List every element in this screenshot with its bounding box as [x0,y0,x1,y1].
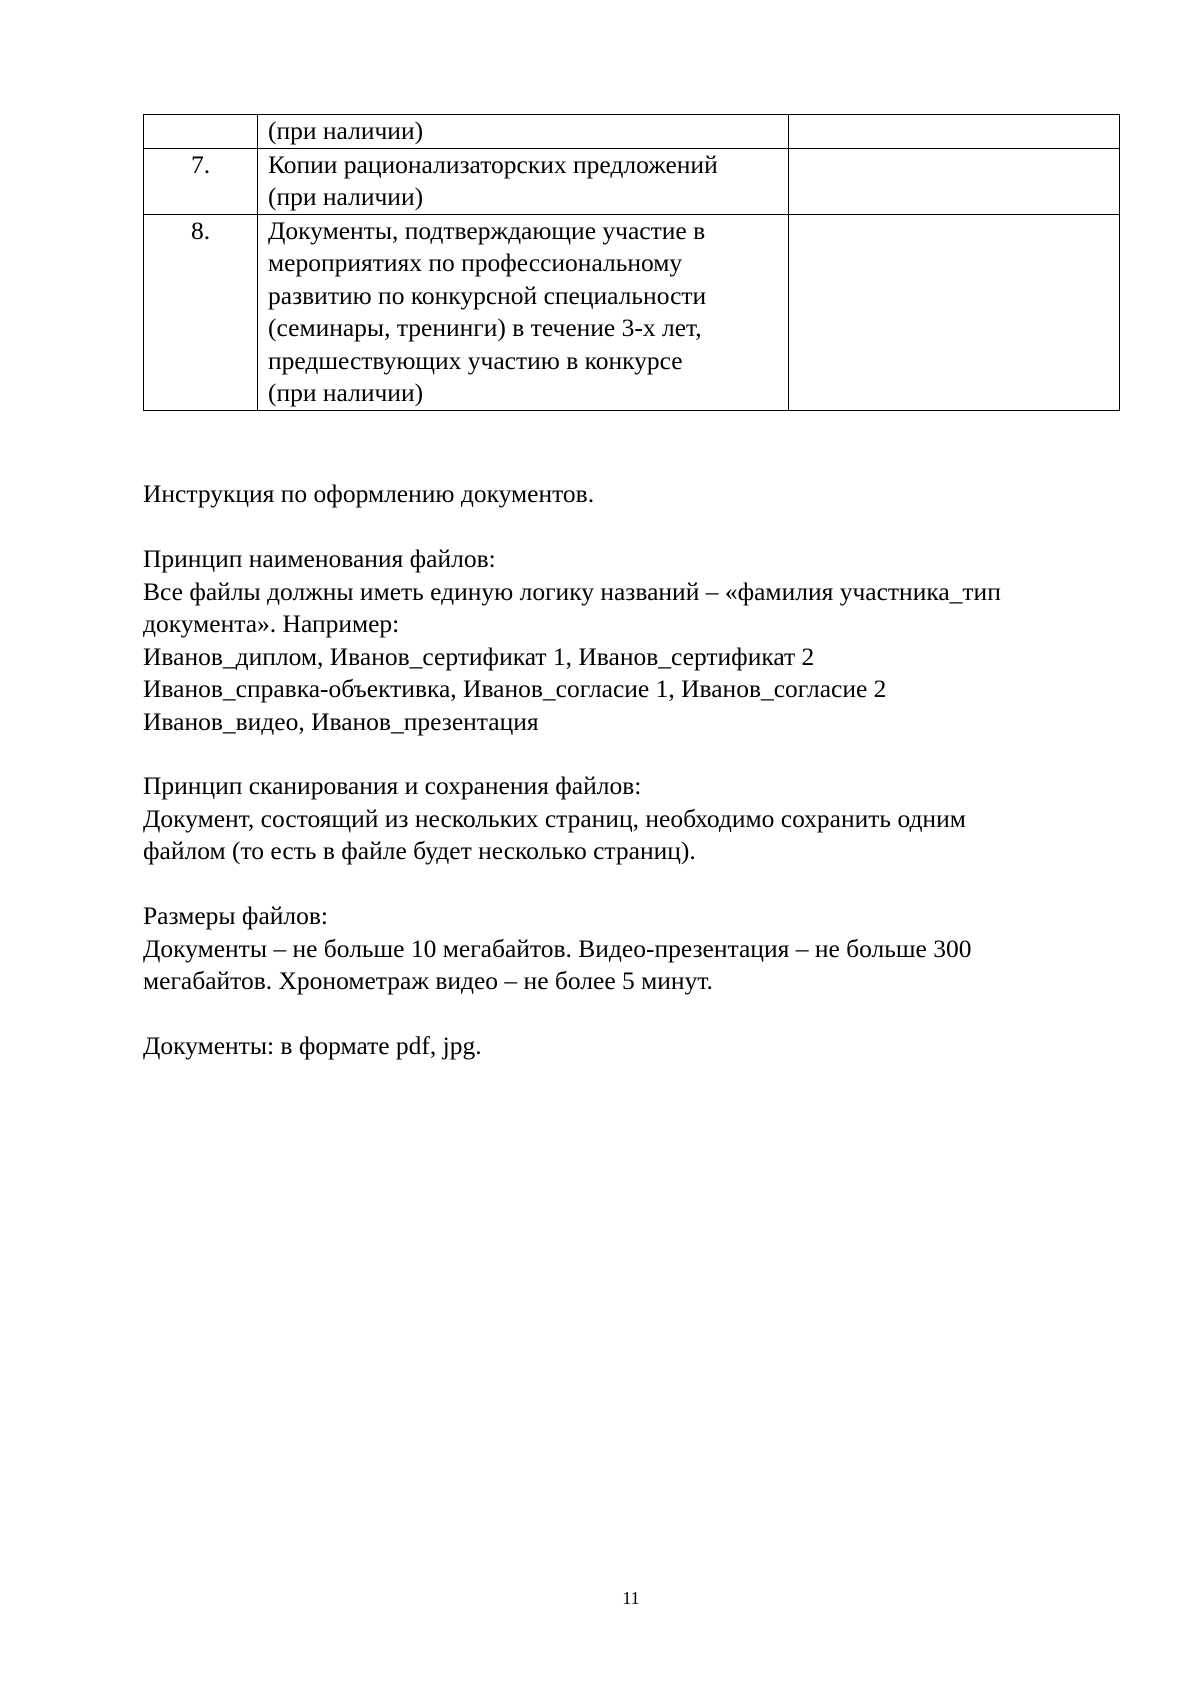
sizes-title: Размеры файлов: [143,901,329,930]
naming-text-line: документа». Например: [143,609,400,638]
row-value [789,214,1120,410]
row-number [144,115,258,149]
row-value [789,148,1120,214]
row-title [258,115,789,149]
row-value [789,115,1120,149]
row-number: 8. [144,214,258,410]
sizes-text-line: мегабайтов. Хронометраж видео – не более 5 минут. [143,966,713,995]
row-title-line: (семинары, тренинги) в течение 3-х лет, [268,313,702,342]
naming-text-line: Все файлы должны иметь единую логику названий – «фамилия участника_тип [143,576,1001,606]
row-title-line: предшествующих участию в конкурсе [268,345,683,375]
naming-example: Иванов_видео, Иванов_презентация [143,706,539,736]
formats-text: Документы: в формате pdf, jpg. [143,1031,482,1060]
row-title-line: Документы, подтверждающие участие в [268,215,706,245]
row-title-line: мероприятиях по профессиональному [268,248,683,277]
row-title-line: (при наличии) [268,116,424,145]
page-number: 11 [622,1588,640,1608]
row-title [258,214,789,410]
scanning-text-line: Документ, состоящий из нескольких страниц, необходимо сохранить одним [143,803,966,833]
naming-example: Иванов_диплом, Иванов_сертификат 1, Иванов_сертификат 2 [143,641,815,671]
naming-title: Принцип наименования файлов: [143,544,496,573]
row-title-line: (при наличии) [268,182,424,211]
sizes-text-line: Документы – не больше 10 мегабайтов. Видео-презентация – не больше 300 [143,933,972,963]
requirements-table [143,114,1120,411]
naming-section [143,543,1001,738]
row-title-line: (при наличии) [268,378,424,407]
table-row [144,115,1120,149]
instructions-heading: Инструкция по оформлению документов. [143,479,595,508]
naming-example: Иванов_справка-объективка, Иванов_согласие 1, Иванов_согласие 2 [143,674,887,703]
table-row [144,214,1120,410]
row-title-line: Копии рационализаторских предложений [268,149,718,179]
sizes-section [143,900,971,998]
table-row [144,148,1120,214]
scanning-title: Принцип сканирования и сохранения файлов: [143,771,642,800]
row-number: 7. [144,148,258,214]
row-title [258,148,789,214]
scanning-section [143,770,966,868]
scanning-text-line: файлом (то есть в файле будет несколько страниц). [143,836,696,865]
row-title-line: развитию по конкурсной специальности [268,280,707,310]
